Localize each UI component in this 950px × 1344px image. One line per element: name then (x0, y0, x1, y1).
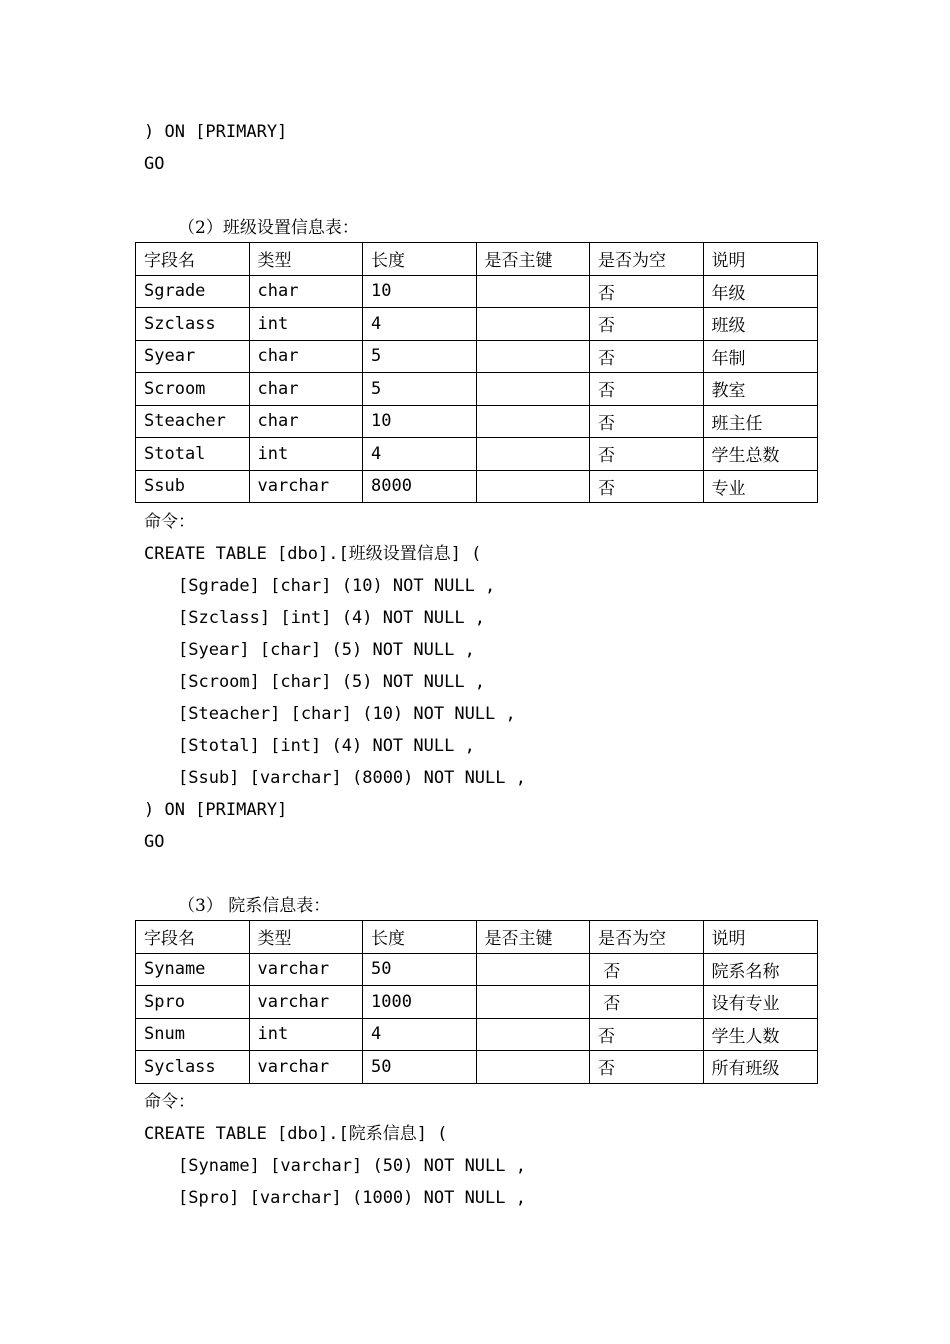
table-cell: 年制 (703, 340, 818, 373)
header-cell: 说明 (703, 921, 818, 954)
table-row (136, 405, 818, 438)
sql-go-line: GO (144, 154, 165, 174)
table-header-row (136, 243, 818, 276)
department-table-body (136, 921, 818, 1084)
table-cell: varchar (249, 986, 363, 1019)
table-cell: varchar (249, 953, 363, 986)
table-row (136, 275, 818, 308)
table-cell: char (249, 373, 363, 406)
table-cell: 50 (363, 1051, 477, 1084)
table-cell: 1000 (363, 986, 477, 1019)
table-cell: Syname (136, 953, 250, 986)
table-cell: int (249, 1018, 363, 1051)
sql-column-line: [Szclass] [int] (4) NOT NULL , (178, 608, 486, 628)
header-cell: 是否主键 (476, 243, 590, 276)
command-label: 命令： (144, 512, 195, 532)
sql-go-line: GO (144, 832, 165, 852)
table-cell: Steacher (136, 405, 250, 438)
header-cell: 长度 (363, 921, 477, 954)
table-cell: 8000 (363, 470, 477, 503)
table-cell: 年级 (703, 275, 818, 308)
sql-column-line: [Scroom] [char] (5) NOT NULL , (178, 672, 486, 692)
table-cell (476, 953, 590, 986)
header-cell: 是否主键 (476, 921, 590, 954)
table-cell (476, 308, 590, 341)
table-cell: Ssub (136, 470, 250, 503)
table-cell: 50 (363, 953, 477, 986)
table-cell: 否 (590, 953, 704, 986)
sql-column-line: [Spro] [varchar] (1000) NOT NULL , (178, 1188, 526, 1208)
department-table (135, 920, 818, 1084)
table-row (136, 986, 818, 1019)
header-cell: 字段名 (136, 921, 250, 954)
table-cell (476, 1051, 590, 1084)
table-row (136, 340, 818, 373)
header-cell: 字段名 (136, 243, 250, 276)
table-cell: varchar (249, 470, 363, 503)
table-cell: 学生人数 (703, 1018, 818, 1051)
table-cell (476, 1018, 590, 1051)
table-row (136, 438, 818, 471)
table-cell (476, 438, 590, 471)
sql-column-line: [Stotal] [int] (4) NOT NULL , (178, 736, 475, 756)
table-cell: 否 (590, 986, 704, 1019)
table-cell: int (249, 308, 363, 341)
header-cell: 类型 (249, 243, 363, 276)
table-cell (476, 340, 590, 373)
table-cell: 设有专业 (703, 986, 818, 1019)
table-cell: 所有班级 (703, 1051, 818, 1084)
table-cell: 否 (590, 308, 704, 341)
table-cell: int (249, 438, 363, 471)
table-cell: 否 (590, 438, 704, 471)
sql-create-line: CREATE TABLE [dbo].[院系信息] ( (144, 1124, 448, 1144)
table-cell: Spro (136, 986, 250, 1019)
table-row (136, 308, 818, 341)
table-cell: varchar (249, 1051, 363, 1084)
sql-column-line: [Syear] [char] (5) NOT NULL , (178, 640, 475, 660)
sql-column-line: [Ssub] [varchar] (8000) NOT NULL , (178, 768, 526, 788)
table-cell: 否 (590, 1018, 704, 1051)
table-cell: 否 (590, 340, 704, 373)
table-cell: 4 (363, 308, 477, 341)
table-cell: char (249, 340, 363, 373)
table-cell: 教室 (703, 373, 818, 406)
table-cell: 10 (363, 275, 477, 308)
table-cell (476, 405, 590, 438)
table-cell: Sgrade (136, 275, 250, 308)
table-cell: 5 (363, 373, 477, 406)
table-row (136, 1018, 818, 1051)
table-cell: 班级 (703, 308, 818, 341)
command-label: 命令： (144, 1092, 195, 1112)
table-cell (476, 373, 590, 406)
table-cell: 4 (363, 438, 477, 471)
header-cell: 说明 (703, 243, 818, 276)
table-cell: Scroom (136, 373, 250, 406)
table-cell: 否 (590, 470, 704, 503)
table-cell: Syclass (136, 1051, 250, 1084)
table-cell: Snum (136, 1018, 250, 1051)
table-cell: Stotal (136, 438, 250, 471)
table-cell: 否 (590, 373, 704, 406)
table-row (136, 470, 818, 503)
section-heading: （2）班级设置信息表： (178, 218, 359, 238)
table-cell: Szclass (136, 308, 250, 341)
table-cell: char (249, 405, 363, 438)
table-cell (476, 986, 590, 1019)
table-cell: 4 (363, 1018, 477, 1051)
table-cell (476, 275, 590, 308)
table-row (136, 1051, 818, 1084)
table-cell: 专业 (703, 470, 818, 503)
table-header-row (136, 921, 818, 954)
table-cell: 否 (590, 275, 704, 308)
sql-column-line: [Sgrade] [char] (10) NOT NULL , (178, 576, 496, 596)
sql-column-line: [Steacher] [char] (10) NOT NULL , (178, 704, 516, 724)
class-settings-table-body (136, 243, 818, 503)
class-settings-table (135, 242, 818, 503)
header-cell: 是否为空 (590, 243, 704, 276)
table-cell: 学生总数 (703, 438, 818, 471)
table-row (136, 953, 818, 986)
header-cell: 长度 (363, 243, 477, 276)
table-row (136, 373, 818, 406)
table-cell: 院系名称 (703, 953, 818, 986)
header-cell: 类型 (249, 921, 363, 954)
sql-closing-line: ) ON [PRIMARY] (144, 122, 288, 142)
table-cell: 5 (363, 340, 477, 373)
table-cell: 否 (590, 1051, 704, 1084)
table-cell: 班主任 (703, 405, 818, 438)
sql-closing-line: ) ON [PRIMARY] (144, 800, 288, 820)
header-cell: 是否为空 (590, 921, 704, 954)
table-cell: 10 (363, 405, 477, 438)
sql-create-line: CREATE TABLE [dbo].[班级设置信息] ( (144, 544, 482, 564)
table-cell: 否 (590, 405, 704, 438)
section-heading: （3） 院系信息表： (178, 896, 331, 916)
table-cell (476, 470, 590, 503)
table-cell: char (249, 275, 363, 308)
table-cell: Syear (136, 340, 250, 373)
sql-column-line: [Syname] [varchar] (50) NOT NULL , (178, 1156, 526, 1176)
